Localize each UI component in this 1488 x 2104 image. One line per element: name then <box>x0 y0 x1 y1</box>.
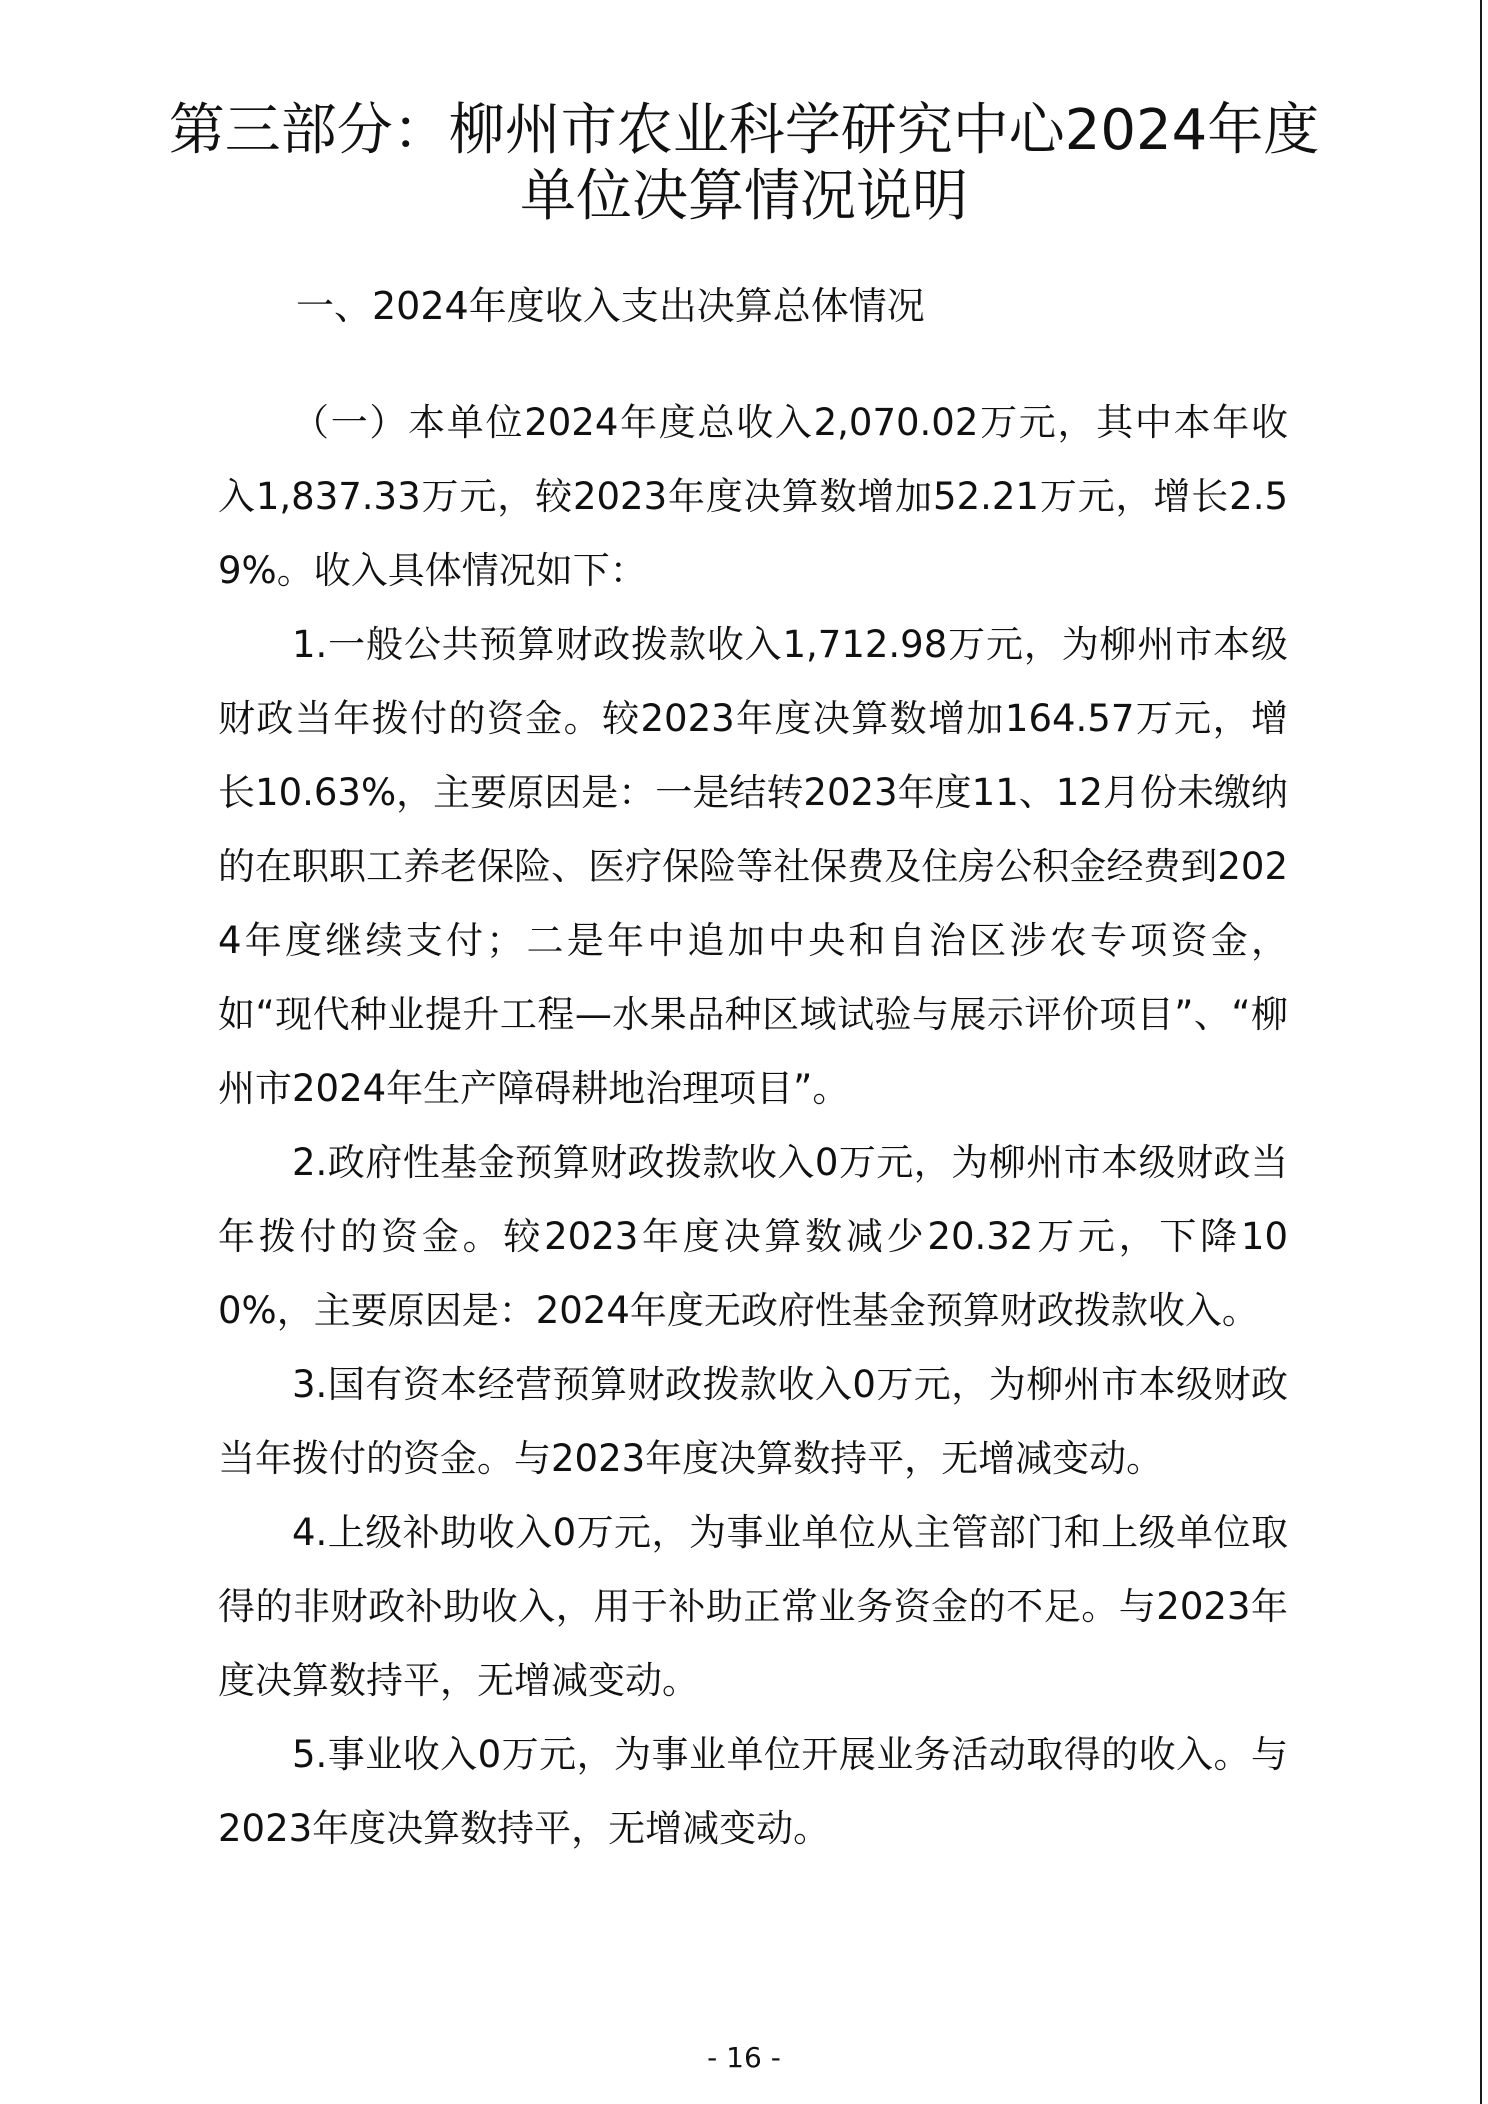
section-heading: 一、2024年度收入支出决算总体情况 <box>296 284 925 328</box>
paragraph-business-income: 5.事业收入0万元，为事业单位开展业务活动取得的收入。与2023年度决算数持平，无增减变动。 <box>218 1733 1288 1850</box>
page-edge-rule <box>1480 0 1482 2104</box>
paragraph-superior-subsidy: 4.上级补助收入0万元，为事业单位从主管部门和上级单位取得的非财政补助收入，用于补助正常业务资金的不足。与2023年度决算数持平，无增减变动。 <box>218 1511 1288 1702</box>
paragraph-general-budget: 1.一般公共预算财政拨款收入1,712.98万元，为柳州市本级财政当年拨付的资金。较2023年度决算数增加164.57万元，增长10.63%，主要原因是：一是结转2023年度11、12月份未缴纳的在职职工养老保险、医疗保险等社保费及住房公积金经费到2024年度继续支付；二是年中追加中央和自治区涉农专项资金，如“现代种业提升工程—水果品种区域试验与展示评价项目”、“柳州市2024年生产障碍耕地治理项目”。 <box>218 623 1288 1110</box>
page-number: - 16 - <box>707 2041 781 2074</box>
page-title: 第三部分：柳州市农业科学研究中心2024年度单位决算情况说明 <box>168 98 1320 229</box>
paragraph-total-income: （一）本单位2024年度总收入2,070.02万元，其中本年收入1,837.33万元，较2023年度决算数增加52.21万元，增长2.59%。收入具体情况如下： <box>218 401 1288 592</box>
paragraph-state-capital: 3.国有资本经营预算财政拨款收入0万元，为柳州市本级财政当年拨付的资金。与2023年度决算数持平，无增减变动。 <box>218 1363 1288 1480</box>
body-text <box>218 386 1288 1866</box>
paragraph-government-fund: 2.政府性基金预算财政拨款收入0万元，为柳州市本级财政当年拨付的资金。较2023年度决算数减少20.32万元，下降100%，主要原因是：2024年度无政府性基金预算财政拨款收入。 <box>218 1141 1288 1332</box>
